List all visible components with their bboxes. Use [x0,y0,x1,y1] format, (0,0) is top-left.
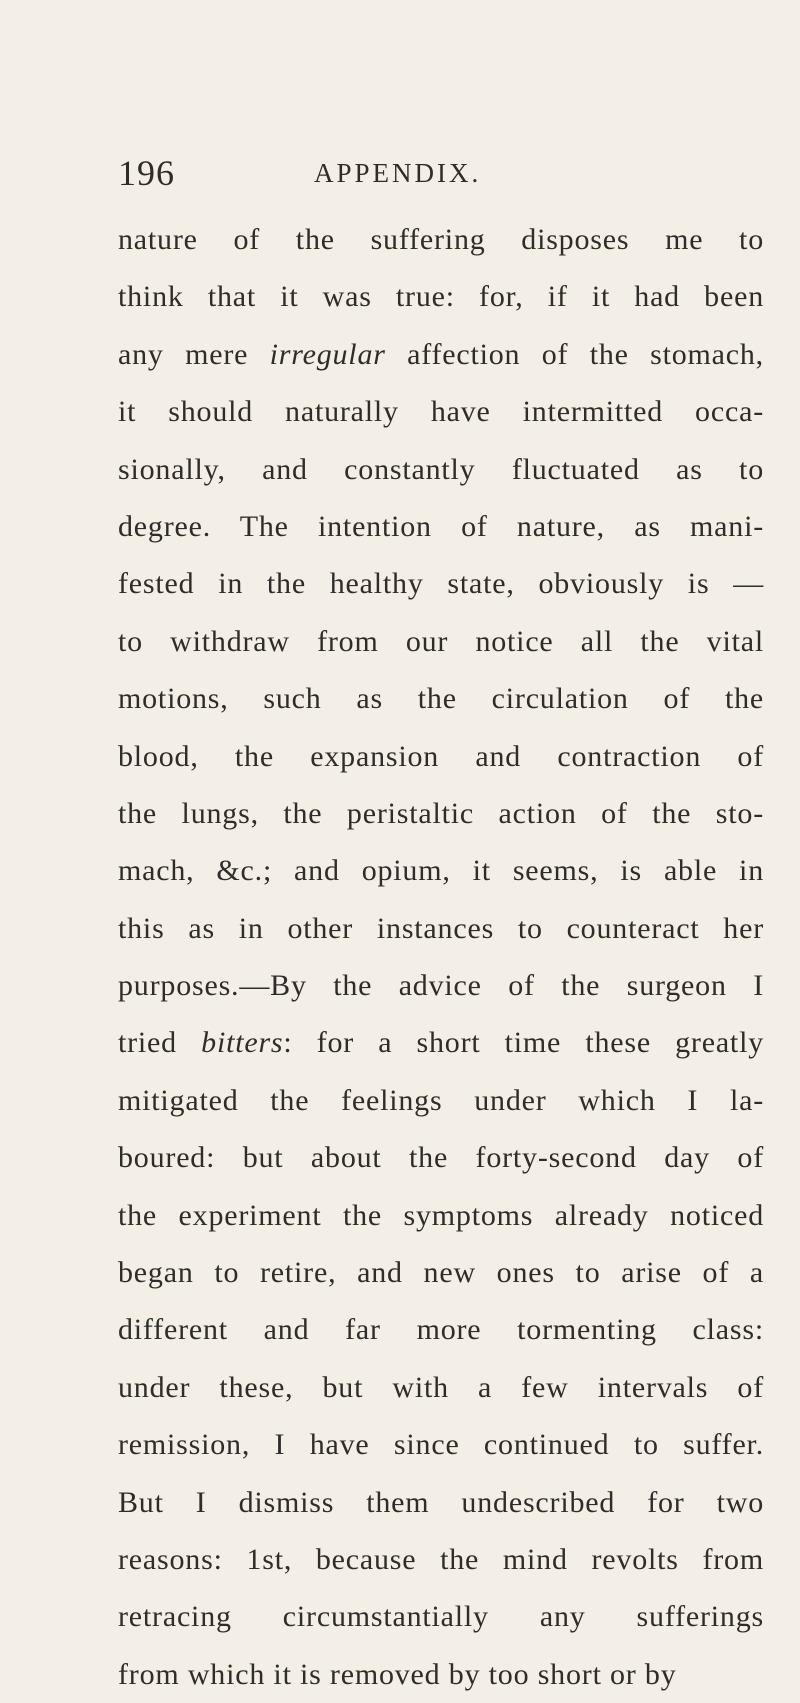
text-line: the experiment the symptoms already noticed [118,1198,764,1232]
italic-word: irregular [269,337,386,371]
text-line: But I dismiss them undescribed for two [118,1485,764,1519]
text-line: any mere irregular affection of the stomach, [118,337,764,371]
text-line: retracing circumstantially any sufferings [118,1600,764,1634]
page-number: 196 [118,153,175,193]
text-line: nature of the suffering disposes me to [118,223,764,256]
text-line: motions, such as the circulation of the [118,682,764,716]
text-line: from which it is removed by too short or by [118,1657,677,1691]
running-title: APPENDIX. [314,158,482,188]
text-line: under these, but with a few intervals of [118,1370,764,1404]
text-line: fested in the healthy state, obviously is — [118,567,764,601]
text-line: different and far more tormenting class: [118,1313,764,1347]
text-line: boured: but about the forty-second day of [118,1141,764,1175]
text-line: tried bitters: for a short time these greatly [118,1026,765,1060]
text-line: reasons: 1st, because the mind revolts from [118,1542,764,1576]
text-line: think that it was true: for, if it had been [118,280,764,314]
text-line: to withdraw from our notice all the vital [118,624,764,658]
italic-word: bitters [201,1026,284,1060]
text-line: blood, the expansion and contraction of [118,739,764,773]
body-text [118,211,764,1703]
text-line: the lungs, the peristaltic action of the sto- [118,796,764,830]
text-line: purposes.—By the advice of the surgeon I [118,969,764,1003]
text-line: degree. The intention of nature, as mani- [118,509,764,543]
text-line: this as in other instances to counteract her [118,911,764,945]
text-line: mach, &c.; and opium, it seems, is able in [118,854,764,888]
text-line: mitigated the feelings under which I la- [118,1083,764,1117]
text-line: sionally, and constantly fluctuated as to [118,452,764,486]
text-line: it should naturally have intermitted occa- [118,395,764,429]
text-line: remission, I have since continued to suffer. [118,1428,764,1462]
text-line: began to retire, and new ones to arise of a [118,1256,764,1290]
running-head [118,152,760,192]
